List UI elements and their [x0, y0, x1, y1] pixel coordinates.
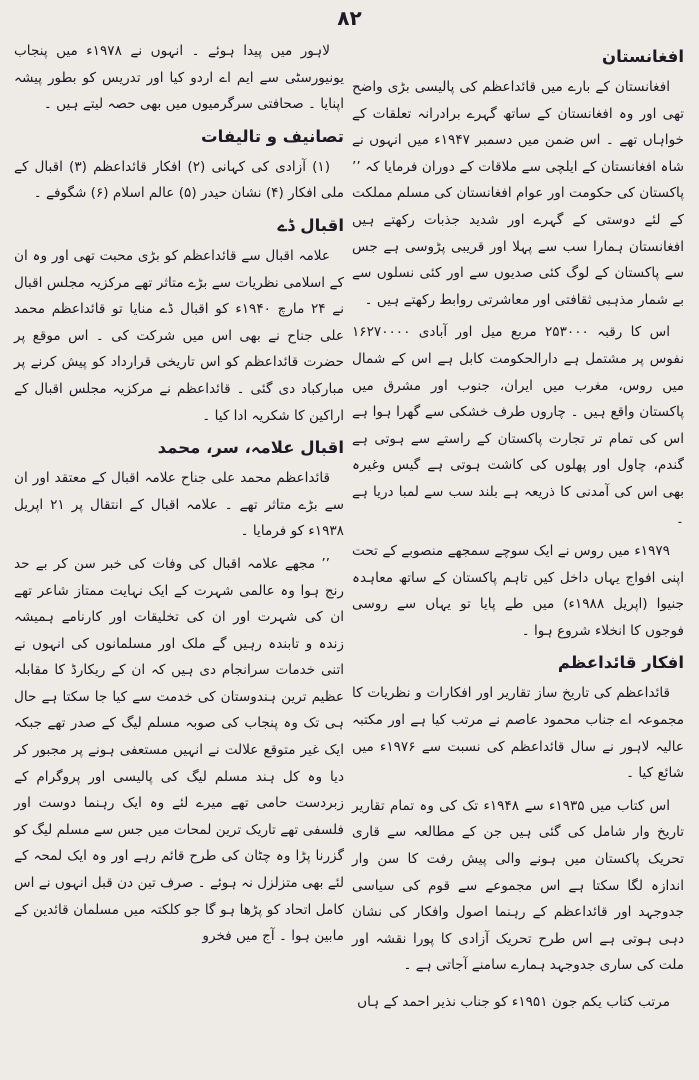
- heading-afkar-quaid: افکار قائداعظم: [557, 653, 684, 673]
- left-column: [14, 38, 344, 956]
- paragraph: قائداعظم کی تاریخ ساز تقاریر اور افکارات و نظریات کا مجموعہ اے جناب محمود عاصم نے مرتب کیا ہے اور مکتبہ عالیہ لاہور نے سال قائداعظم کی نسبت سے ۱۹۷۶ء میں شائع کیا ۔: [352, 685, 685, 782]
- heading-afghanistan: افغانستان: [602, 47, 684, 66]
- right-column: [352, 38, 684, 1022]
- heading-iqbal-allama: اقبال علامہ، سر، محمد: [157, 438, 344, 458]
- paragraph: علامہ اقبال سے قائداعظم کو بڑی محبت تھی اور وہ ان کے اسلامی نظریات سے بڑے متاثر تھے مرکزیہ مجلس اقبال نے ۲۴ مارچ ۱۹۴۰ء کو اقبال ڈے منایا تو قائداعظم محمد علی جناح نے بھی اس میں شرکت کی ۔ اس موقع پر حضرت قائداعظم کو اس تاریخی قرارداد کو پیش کرنے پر مبارکباد دی گئی ۔ قائداعظم نے مرکزیہ مجلس اقبال کے اراکین کا شکریہ ادا کیا ۔: [14, 247, 344, 424]
- paragraph: اس کتاب میں ۱۹۳۵ء سے ۱۹۴۸ء تک کی وہ تمام تقاریر تاریخ وار شامل کی گئی ہیں جن کے مطالعہ سے قاری تحریک پاکستان میں ہونے والی پیش رفت کا سن وار اندازہ لگا سکتا ہے اس مجموعے سے قوم کی سیاسی جدوجہد اور قائداعظم کے رہنما اصول وافکار کی نشان دہی ہوتی ہے اس طرح تحریک آزادی کا پورا نقشہ اور ملت کی ساری جدوجہد ہمارے سامنے آجاتی ہے ۔: [352, 797, 684, 974]
- heading-tasanif: تصانیف و تالیفات: [201, 126, 344, 146]
- page-number: ۸۲: [337, 6, 362, 30]
- paragraph: لاہور میں پیدا ہوئے ۔ انہوں نے ۱۹۷۸ء میں پنجاب یونیورسٹی سے ایم اے اردو کیا اور تدریس کو بطور پیشہ اپنایا ۔ صحافتی سرگرمیوں میں بھی حصہ لیتے ہیں ۔: [14, 43, 344, 113]
- quotation-paragraph: ’’ مجھے علامہ اقبال کی وفات کی خبر سن کر بے حد رنج ہوا وہ عالمی شہرت کے ایک نہایت ممتاز شاعر تھے ان کی شہرت اور ان کی تخلیقات اور کارنامے ہمیشہ زندہ و تابندہ رہیں گے ملک اور مسلمانوں کی انہوں نے اتنی خدمات سرانجام دی ہیں کہ ان کے ریکارڈ کا مقابلہ عظیم ترین ہندوستان کی خدمت سے کیا جا سکتا ہے حال ہی تک وہ پنجاب کی صوبہ مسلم لیگ کے صدر تھے جبکہ ایک غیر متوقع علالت نے انہیں مستعفی ہونے پر مجبور کر دیا وہ کل ہند مسلم لیگ کی پالیسی اور پروگرام کے زبردست حامی تھے میرے لئے وہ ایک رہنما دوست اور فلسفی تھے تاریک ترین لمحات میں جس سے مسلم لیگ کو گزرنا پڑا وہ چٹان کی طرح قائم رہے اور وہ ایک لمحہ کے لئے بھی متزلزل نہ ہوئے ۔ صرف تین دن قبل انہوں نے اس کامل اتحاد کو پڑھا ہو گا جو کلکتہ میں مسلمان قائدین کے مابین ہوا ۔ آج میں فخرو: [14, 555, 344, 945]
- paragraph: قائداعظم محمد علی جناح علامہ اقبال کے معتقد اور ان سے بڑے متاثر تھے ۔ علامہ اقبال کے انتقال پر ۲۱ اپریل ۱۹۳۸ء کو فرمایا ۔: [14, 470, 344, 540]
- paragraph: ۱۹۷۹ء میں روس نے ایک سوچے سمجھے منصوبے کے تحت اپنی افواج یہاں داخل کیں تاہم پاکستان کے ساتھ معاہدہ جنیوا (اپریل ۱۹۸۸ء) میں طے پایا تو یہاں سے روسی فوجوں کا انخلاء شروع ہوا ۔: [352, 543, 684, 639]
- paragraph: مرتب کتاب یکم جون ۱۹۵۱ء کو جناب نذیر احمد کے ہاں: [357, 994, 670, 1010]
- paragraph: اس کا رقبہ ۲۵۳۰۰۰ مربع میل اور آبادی ۱۶۲۷۰۰۰۰ نفوس پر مشتمل ہے دارالحکومت کابل ہے اس کے شمال میں روس، مغرب میں ایران، جنوب اور مشرق میں پاکستان واقع ہیں ۔ چاروں طرف خشکی سے گھرا ہوا ہے اس کی تمام تر تجارت پاکستان کے راستے سے ہوتی ہے گندم، چاول اور پھلوں کی کاشت ہوتی ہے گیس وغیرہ بھی اس کی آمدنی کا ذریعہ ہے بلند سب سے لمبا دریا ہے ۔: [352, 324, 684, 527]
- paragraph: افغانستان کے بارے میں قائداعظم کی پالیسی بڑی واضح تھی اور وہ افغانستان کے ساتھ گہرے برادرانہ تعلقات کے خواہاں تھے ۔ اس ضمن میں دسمبر ۱۹۴۷ء میں انہوں نے شاہ افغانستان کے ایلچی سے ملاقات کے دوران فرمایا کہ ’’ پاکستان کی حکومت اور عوام افغانستان کی مسلم مملکت کے لئے دوستی کے گہرے اور شدید جذبات رکھتے ہیں افغانستان ہمارا سب سے پہلا اور قریبی پڑوسی ہے جس سے پاکستان کے لوگ کئی صدیوں سے اور کئی نسلوں سے بے شمار مذہبی ثقافتی اور معاشرتی روابط رکھتے ہیں ۔: [352, 79, 685, 308]
- paragraph: (۱) آزادی کی کہانی (۲) افکار قائداعظم (۳) اقبال کے ملی افکار (۴) نشان حیدر (۵) عالم اسلام (۶) شگوفے ۔: [14, 158, 344, 202]
- heading-iqbal-day: اقبال ڈے: [277, 215, 344, 235]
